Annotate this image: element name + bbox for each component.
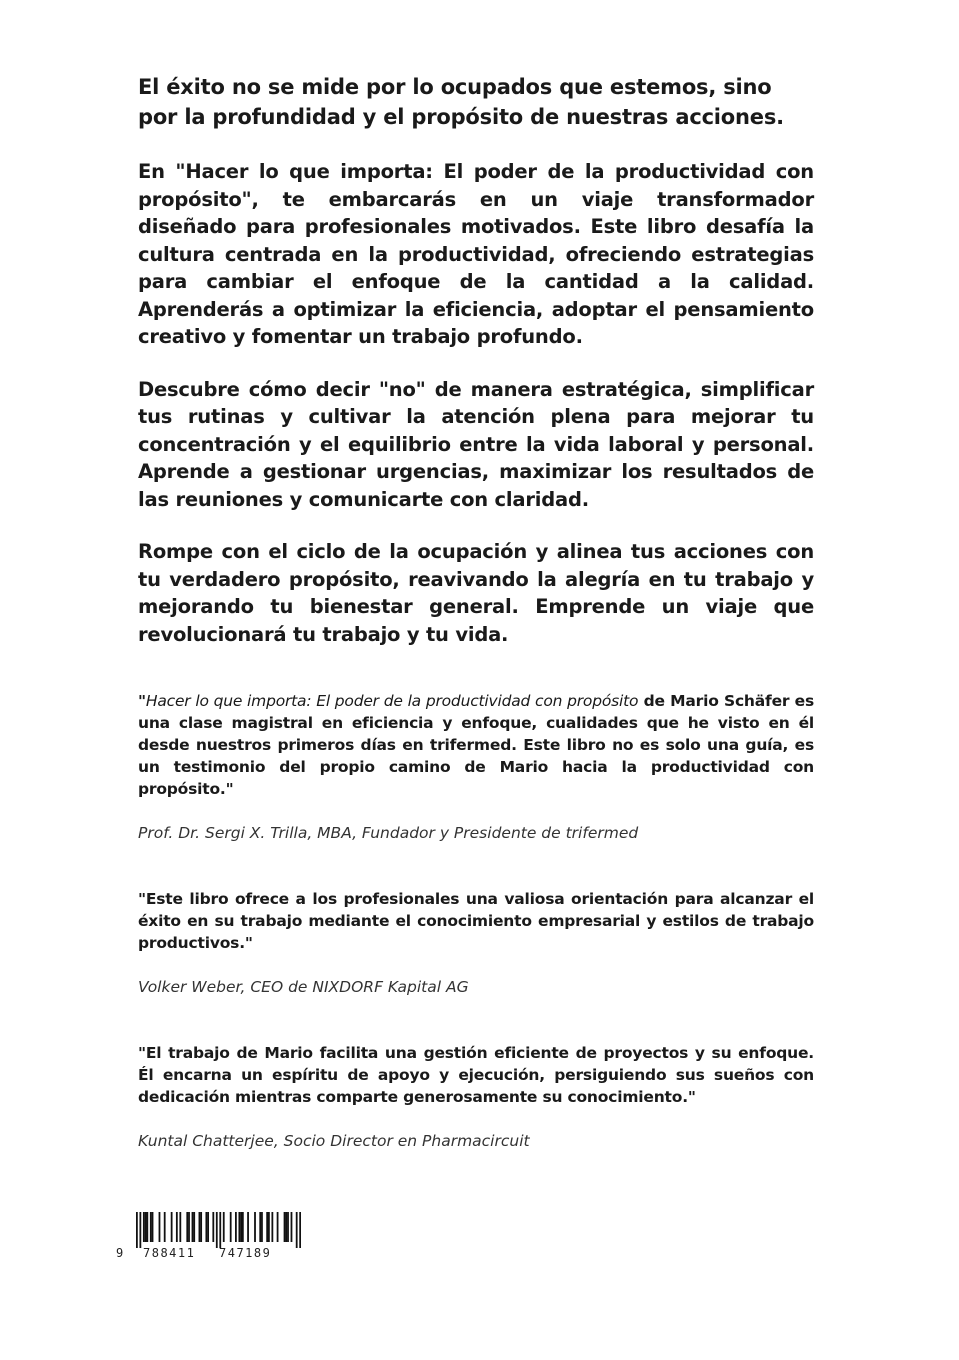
barcode-bar xyxy=(285,1212,287,1242)
barcode-left-group: 788411 xyxy=(143,1246,196,1260)
barcode-bar xyxy=(136,1212,138,1248)
barcode-bar xyxy=(296,1212,298,1248)
barcode-bar xyxy=(299,1212,301,1248)
testimonial-text xyxy=(138,690,814,800)
barcode-bar xyxy=(247,1212,249,1242)
description-paragraph: En "Hacer lo que importa: El poder de la productividad con propósito", te embarcarás en un viaje transformador diseñado para profesionales motivados. Este libro desafía la cultura centrada en la productividad, ofreciendo estrategias para cambiar el enfoque de la cantidad a la calidad. Aprenderás a optimizar la eficiencia, adoptar el pensamiento creativo y fomentar un trabajo profundo. xyxy=(138,160,814,348)
back-cover-text xyxy=(138,72,814,1196)
barcode-bar xyxy=(268,1212,270,1242)
barcode-bars xyxy=(136,1212,301,1248)
barcode-bar xyxy=(261,1212,263,1242)
barcode-bar xyxy=(199,1212,201,1242)
barcode-bar xyxy=(200,1212,202,1242)
barcode-bar xyxy=(240,1212,242,1242)
barcode-bar xyxy=(171,1212,173,1242)
barcode-bar xyxy=(150,1212,152,1242)
testimonial-text: "Este libro ofrece a los profesionales una valiosa orientación para alcanzar el éxito en su trabajo mediante el conocimiento empresarial y estilos de trabajo productivos." xyxy=(138,890,814,952)
barcode-bar xyxy=(216,1212,218,1248)
barcode-bar xyxy=(254,1212,256,1242)
barcode-bar xyxy=(207,1212,209,1242)
barcode-bar xyxy=(259,1212,261,1242)
testimonials xyxy=(138,690,814,1152)
barcode-bar xyxy=(139,1212,141,1248)
barcode-bar xyxy=(186,1212,188,1242)
barcode-bar xyxy=(176,1212,178,1242)
barcode-bar xyxy=(179,1212,181,1242)
barcode-bar xyxy=(143,1212,145,1242)
testimonial-body: de Mario Schäfer es una clase magistral en eficiencia y enfoque, cualidades que he visto en él desde nuestros primeros días en trifermed. Este libro no es solo una guía, es un testimonio del propio camino de Mario hacia la productividad con propósito." xyxy=(138,692,815,798)
book-title-italic: Hacer lo que importa: El poder de la productividad con propósito xyxy=(145,692,639,710)
barcode-bar xyxy=(188,1212,190,1242)
barcode-bar xyxy=(152,1212,154,1242)
testimonial xyxy=(138,888,814,998)
barcode-bar xyxy=(212,1212,214,1242)
barcode-bar xyxy=(242,1212,244,1242)
barcode-bar xyxy=(271,1212,273,1242)
description-paragraph: Descubre cómo decir "no" de manera estratégica, simplificar tus rutinas y cultivar la atención plena para mejorar tu concentración y el equilibrio entre la vida laboral y personal. Aprende a gestionar urgencias, maximizar los resultados de las reuniones y comunicarte con claridad. xyxy=(138,377,814,511)
barcode-bar xyxy=(291,1212,293,1242)
barcode-bar xyxy=(145,1212,147,1242)
barcode-bar xyxy=(159,1212,161,1242)
description-paragraph: Rompe con el ciclo de la ocupación y alinea tus acciones con tu verdadero propósito, reavivando la alegría en tu trabajo y mejorando tu bienestar general. Emprende un viaje que revolucionará tu trabajo y tu vida. xyxy=(138,540,814,646)
barcode-bar xyxy=(192,1212,194,1242)
testimonial-attribution: Kuntal Chatterjee, Socio Director en Pharmacircuit xyxy=(138,1132,530,1150)
isbn-barcode xyxy=(116,1212,316,1262)
testimonial-text: "El trabajo de Mario facilita una gestión eficiente de proyectos y su enfoque. Él encarna un espíritu de apoyo y ejecución, persiguiendo sus sueños con dedicación mientras comparte generosamente su conocimiento." xyxy=(138,1044,814,1106)
barcode-bar xyxy=(230,1212,232,1242)
barcode-bar xyxy=(205,1212,207,1242)
barcode-bar xyxy=(284,1212,286,1242)
testimonial xyxy=(138,690,814,844)
barcode-bar xyxy=(164,1212,166,1242)
barcode-bar xyxy=(277,1212,279,1242)
book-description xyxy=(138,158,814,648)
barcode-bar xyxy=(219,1212,221,1248)
barcode-bar xyxy=(235,1212,237,1242)
testimonial xyxy=(138,1042,814,1152)
barcode-bar xyxy=(266,1212,268,1242)
barcode-bar xyxy=(238,1212,240,1242)
barcode-right-group: 747189 xyxy=(219,1246,272,1260)
barcode-bar xyxy=(223,1212,225,1242)
testimonial-attribution: Volker Weber, CEO de NIXDORF Kapital AG xyxy=(138,978,469,996)
barcode-first-digit: 9 xyxy=(116,1246,125,1260)
barcode-bar xyxy=(146,1212,148,1242)
barcode-bar xyxy=(193,1212,195,1242)
testimonial-attribution: Prof. Dr. Sergi X. Trilla, MBA, Fundador y Presidente de trifermed xyxy=(138,824,639,842)
barcode-bar xyxy=(287,1212,289,1242)
quote-open: " xyxy=(138,692,146,710)
lead-statement: El éxito no se mide por lo ocupados que estemos, sino por la profundidad y el propósito de nuestras acciones. xyxy=(138,75,784,129)
